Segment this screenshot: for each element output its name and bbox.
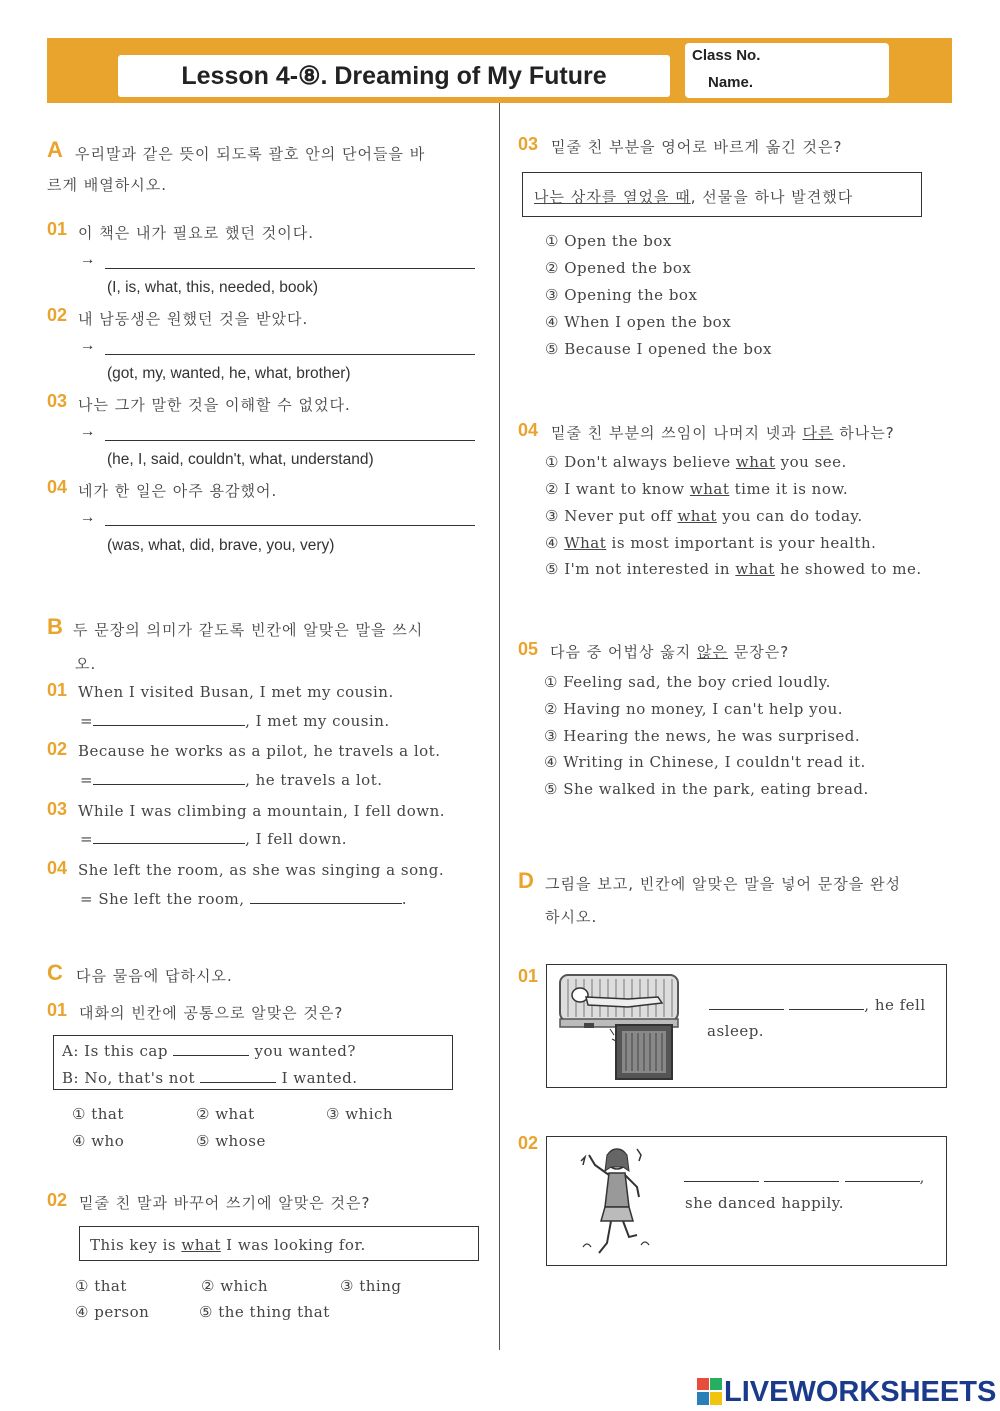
a-q2-number: 02	[47, 305, 68, 325]
c-q1-option-5[interactable]: ⑤ whose	[196, 1132, 266, 1150]
c-q5-number: 05	[518, 639, 539, 659]
c-q4-option-4-post: is most important is your health.	[606, 534, 877, 552]
b-q3-rest: , I fell down.	[245, 830, 347, 848]
b-q1-rest: , I met my cousin.	[245, 712, 390, 730]
c-q4-option-5-pre: ⑤ I'm not interested in	[545, 560, 736, 578]
c-q1-line-a-end: you wanted?	[254, 1042, 356, 1060]
c-q4-option-5[interactable]	[545, 560, 922, 578]
liveworksheets-logo-icon	[697, 1378, 723, 1406]
a-q3-korean: 나는 그가 말한 것을 이해할 수 없었다.	[78, 396, 351, 414]
section-d-instruction-2: 하시오.	[545, 908, 598, 926]
b-q4-rest: .	[401, 890, 408, 908]
c-q4-option-1-underlined: what	[735, 453, 776, 471]
b-q4-number: 04	[47, 858, 68, 878]
c-q2-box-start: This key is	[90, 1236, 182, 1254]
b-q2-number: 02	[47, 739, 68, 759]
section-a-instruction: 우리말과 같은 뜻이 되도록 괄호 안의 단어들을 바	[75, 145, 426, 163]
d-q1-box	[546, 964, 947, 1088]
b-q1-number: 01	[47, 680, 68, 700]
c-q4-option-2-underlined: what	[689, 480, 730, 498]
c-q3-box-end: , 선물을 하나 발견했다	[690, 188, 854, 206]
a-q3-words: (he, I, said, couldn't, what, understand)	[107, 451, 374, 468]
c-q1-option-1[interactable]: ① that	[72, 1105, 124, 1123]
d-q2-number: 02	[518, 1133, 539, 1153]
c-q4-option-2-post: time it is now.	[729, 480, 849, 498]
section-a-instruction-2: 르게 배열하시오.	[47, 176, 167, 194]
section-d-letter: D	[518, 868, 534, 893]
a-q2-answer-line[interactable]	[105, 354, 475, 355]
section-c-instruction: 다음 물음에 답하시오.	[76, 967, 233, 985]
c-q1-line-a-start: A: Is this cap	[62, 1042, 168, 1060]
b-q2-blank[interactable]	[93, 771, 245, 785]
c-q3-question: 밑줄 친 부분을 영어로 바르게 옮긴 것은?	[551, 138, 843, 156]
b-q3-equals: =	[80, 830, 94, 848]
dancing-girl-illustration	[577, 1141, 659, 1263]
a-q2-korean: 내 남동생은 원했던 것을 받았다.	[78, 310, 309, 328]
section-c-letter: C	[47, 960, 63, 985]
c-q1-option-4[interactable]: ④ who	[72, 1132, 125, 1150]
d-q2-box	[546, 1136, 947, 1266]
c-q4-option-5-underlined: what	[735, 560, 775, 578]
c-q5-option-1[interactable]: ① Feeling sad, the boy cried loudly.	[544, 673, 831, 691]
c-q4-question-start: 밑줄 친 부분의 쓰임이 나머지 넷과	[551, 424, 803, 442]
a-q4-korean: 네가 한 일은 아주 용감했어.	[78, 482, 278, 500]
c-q4-number: 04	[518, 420, 539, 440]
c-q1-line-b-end: I wanted.	[281, 1069, 358, 1087]
c-q5-option-3[interactable]: ③ Hearing the news, he was surprised.	[544, 727, 861, 745]
c-q3-option-2[interactable]: ② Opened the box	[545, 259, 692, 277]
c-q5-option-4[interactable]: ④ Writing in Chinese, I couldn't read it.	[544, 753, 866, 771]
c-q1-blank-b[interactable]	[200, 1069, 276, 1083]
sleeping-boy-illustration	[558, 969, 680, 1081]
c-q1-line-a	[62, 1042, 356, 1060]
c-q5-question-end: 문장은?	[727, 643, 790, 661]
a-q3-number: 03	[47, 391, 68, 411]
c-q3-option-1[interactable]: ① Open the box	[545, 232, 672, 250]
c-q4-option-1[interactable]	[545, 453, 847, 471]
b-q2-equals: =	[80, 771, 94, 789]
b-q4-equals: = She left the room,	[80, 890, 245, 908]
a-q2-words: (got, my, wanted, he, what, brother)	[107, 365, 351, 382]
section-b-instruction-2: 오.	[75, 655, 97, 673]
c-q2-box-end: I was looking for.	[220, 1236, 366, 1254]
c-q1-dialogue-box	[53, 1035, 453, 1090]
c-q3-sentence-box	[522, 172, 922, 217]
b-q2-rest: , he travels a lot.	[245, 771, 383, 789]
c-q2-sentence	[90, 1236, 366, 1254]
c-q4-option-3-post: you can do today.	[716, 507, 863, 525]
c-q1-number: 01	[47, 1000, 68, 1020]
d-q1-number: 01	[518, 966, 539, 986]
c-q4-question-end: 하나는?	[833, 424, 895, 442]
a-q2-arrow: →	[80, 337, 96, 354]
c-q3-sentence	[534, 186, 853, 207]
student-info-box	[685, 43, 889, 98]
c-q2-option-2[interactable]: ② which	[201, 1277, 269, 1295]
b-q3-blank[interactable]	[93, 830, 245, 844]
name-label: Name.	[708, 74, 754, 91]
d-q2-line-2: she danced happily.	[685, 1194, 845, 1212]
b-q3-sentence: While I was climbing a mountain, I fell down.	[78, 802, 446, 820]
c-q1-line-b-start: B: No, that's not	[62, 1069, 196, 1087]
c-q3-option-5[interactable]: ⑤ Because I opened the box	[545, 340, 772, 358]
b-q1-equals: =	[80, 712, 94, 730]
a-q4-number: 04	[47, 477, 68, 497]
c-q4-question-underlined: 다른	[802, 424, 834, 442]
column-divider	[499, 103, 500, 1350]
c-q5-option-2[interactable]: ② Having no money, I can't help you.	[544, 700, 844, 718]
b-q2-sentence: Because he works as a pilot, he travels a lot.	[78, 742, 441, 760]
c-q2-option-4[interactable]: ④ person	[75, 1303, 150, 1321]
a-q3-answer-line[interactable]	[105, 440, 475, 441]
d-q1-line-1	[709, 996, 926, 1014]
c-q1-question: 대화의 빈칸에 공통으로 알맞은 것은?	[79, 1004, 344, 1022]
a-q1-korean: 이 책은 내가 필요로 했던 것이다.	[78, 224, 314, 242]
worksheet-title: Lesson 4-⑧. Dreaming of My Future	[118, 55, 670, 97]
b-q3-number: 03	[47, 799, 68, 819]
c-q3-option-3[interactable]: ③ Opening the box	[545, 286, 698, 304]
a-q4-answer-line[interactable]	[105, 525, 475, 526]
class-no-label: Class No.	[692, 47, 761, 64]
c-q2-sentence-box	[79, 1226, 479, 1261]
liveworksheets-logo[interactable]: LIVEWORKSHEETS	[724, 1376, 997, 1408]
c-q4-option-3-pre: ③ Never put off	[545, 507, 678, 525]
c-q4-option-3-underlined: what	[677, 507, 717, 525]
c-q2-number: 02	[47, 1190, 68, 1210]
c-q2-question: 밑줄 친 말과 바꾸어 쓰기에 알맞은 것은?	[79, 1194, 371, 1212]
a-q4-words: (was, what, did, brave, you, very)	[107, 537, 335, 554]
c-q3-underlined: 나는 상자를 열었을 때	[534, 188, 691, 206]
b-q3-rewrite	[80, 830, 347, 848]
d-q2-blank-3[interactable]	[845, 1168, 920, 1182]
d-q2-blank-2[interactable]	[764, 1168, 839, 1182]
a-q3-arrow: →	[80, 423, 96, 440]
c-q2-option-3[interactable]: ③ thing	[340, 1277, 402, 1295]
c-q4-option-4[interactable]	[545, 534, 876, 552]
section-b-letter: B	[47, 614, 63, 639]
c-q2-underlined: what	[181, 1236, 221, 1254]
section-a-letter: A	[47, 137, 63, 162]
d-q2-blank-1[interactable]	[684, 1168, 759, 1182]
b-q4-rewrite	[80, 890, 407, 908]
c-q4-option-4-underlined: What	[564, 534, 607, 552]
b-q4-sentence: She left the room, as she was singing a song.	[78, 861, 445, 879]
c-q4-option-2-pre: ② I want to know	[545, 480, 690, 498]
a-q1-arrow: →	[80, 251, 96, 268]
d-q1-line1-end: , he fell	[864, 996, 926, 1014]
b-q1-rewrite	[80, 712, 390, 730]
section-b-instruction: 두 문장의 의미가 같도록 빈칸에 알맞은 말을 쓰시	[73, 621, 424, 639]
b-q2-rewrite	[80, 771, 383, 789]
a-q4-arrow: →	[80, 509, 96, 526]
a-q1-words: (I, is, what, this, needed, book)	[107, 279, 319, 296]
d-q2-line-1	[684, 1168, 925, 1186]
c-q2-option-5[interactable]: ⑤ the thing that	[199, 1303, 330, 1321]
c-q3-option-4[interactable]: ④ When I open the box	[545, 313, 732, 331]
c-q3-number: 03	[518, 134, 539, 154]
c-q4-question	[551, 422, 895, 443]
d-q1-blank-1[interactable]	[709, 996, 784, 1010]
c-q5-question-underlined: 않은	[697, 643, 728, 661]
c-q2-option-1[interactable]: ① that	[75, 1277, 127, 1295]
c-q1-blank-a[interactable]	[173, 1042, 249, 1056]
b-q4-blank[interactable]	[250, 890, 402, 904]
d-q1-blank-2[interactable]	[789, 996, 864, 1010]
b-q1-blank[interactable]	[93, 712, 245, 726]
a-q1-number: 01	[47, 219, 68, 239]
b-q1-sentence: When I visited Busan, I met my cousin.	[78, 683, 394, 701]
c-q1-option-3[interactable]: ③ which	[326, 1105, 394, 1123]
a-q1-answer-line[interactable]	[105, 268, 475, 269]
c-q1-option-2[interactable]: ② what	[196, 1105, 255, 1123]
c-q4-option-1-post: you see.	[775, 453, 847, 471]
c-q4-option-5-post: he showed to me.	[774, 560, 922, 578]
c-q5-option-5[interactable]: ⑤ She walked in the park, eating bread.	[544, 780, 869, 798]
c-q4-option-1-pre: ① Don't always believe	[545, 453, 736, 471]
c-q5-question-start: 다음 중 어법상 옳지	[550, 643, 697, 661]
d-q2-line1-end: ,	[919, 1168, 925, 1186]
c-q4-option-4-pre: ④	[545, 534, 565, 552]
c-q4-option-2[interactable]	[545, 480, 848, 498]
c-q1-line-b	[62, 1069, 358, 1087]
section-d-instruction: 그림을 보고, 빈칸에 알맞은 말을 넣어 문장을 완성	[545, 875, 901, 893]
c-q5-question	[550, 641, 789, 662]
d-q1-line-2: asleep.	[707, 1022, 765, 1040]
c-q4-option-3[interactable]	[545, 507, 863, 525]
